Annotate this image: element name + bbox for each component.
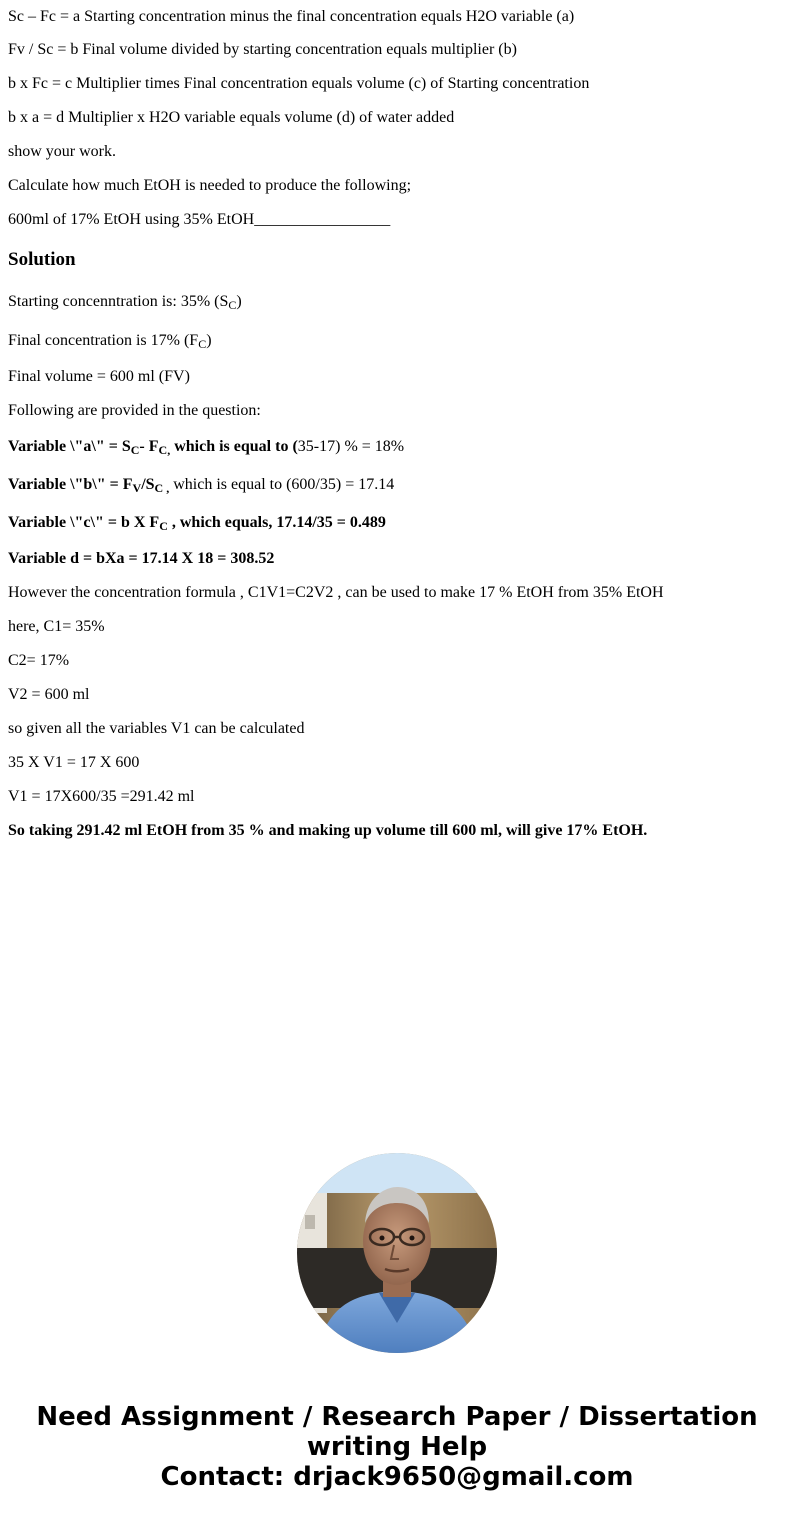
final-concentration-line: Final concentration is 17% $(F_C)$ [8, 332, 212, 351]
footer-line-2: writing Help [306, 1432, 488, 1462]
formula-line-2: here, C1= 35% [8, 618, 105, 635]
author-photo-icon [297, 1153, 497, 1353]
variable-a-line: Variable \"a\" = $S_C-$ $F_{C,}$ which is equal to (35-17) % = 18% [8, 438, 405, 457]
question-line-4: b x a = d Multiplier x H2O variable equals volume (d) of water added [8, 109, 455, 126]
question-line-7: 600ml of 17% EtOH using 35% EtOH_________________ [8, 211, 391, 228]
question-line-1: Sc – Fc = a Starting concentration minus the final concentration equals H2O variable (a) [8, 8, 575, 25]
footer-line-1: Need Assignment / Research Paper / Dissertation [36, 1402, 758, 1432]
variable-d-line: Variable d = bXa = 17.14 X 18 = 308.52 [8, 550, 275, 567]
formula-line-4: V2 = 600 ml [8, 686, 90, 703]
footer-contact: Contact: drjack9650@gmail.com [160, 1462, 634, 1492]
variable-c-line: Variable \"c\" = b X $F_C$ , which equals, 17.14/35 = 0.489 [8, 514, 386, 533]
author-avatar [297, 1153, 497, 1353]
final-volume-line: Final volume = 600 ml (FV) [8, 368, 190, 385]
formula-line-5: so given all the variables V1 can be calculated [8, 720, 305, 737]
question-line-3: b x Fc = c Multiplier times Final concentration equals volume (c) of Starting concentration [8, 75, 590, 92]
formula-line-3: C2= 17% [8, 652, 70, 669]
starting-concentration-line: Starting concenntration is: 35% $(S_C)$ [8, 293, 242, 312]
solution-heading: Solution [8, 249, 76, 270]
formula-line-7: V1 = 17X600/35 =291.42 ml [8, 788, 195, 805]
question-line-2: Fv / Sc = b Final volume divided by starting concentration equals multiplier (b) [8, 41, 517, 58]
formula-line-6: 35 X V1 = 17 X 600 [8, 754, 140, 771]
provided-line: Following are provided in the question: [8, 402, 261, 419]
footer-advert [0, 1402, 794, 1492]
question-line-6: Calculate how much EtOH is needed to produce the following; [8, 177, 412, 194]
formula-line-1: However the concentration formula , C1V1=C2V2 , can be used to make 17 % EtOH from 35% EtOH [8, 584, 664, 601]
conclusion-line: So taking 291.42 ml EtOH from 35 % and making up volume till 600 ml, will give 17% EtOH. [8, 822, 648, 839]
document-body [8, 0, 788, 848]
question-line-5: show your work. [8, 143, 116, 160]
variable-b-line: Variable \"b\" = $F_V/S_{C ,}$ which is equal to (600/35) = 17.14 [8, 476, 395, 495]
